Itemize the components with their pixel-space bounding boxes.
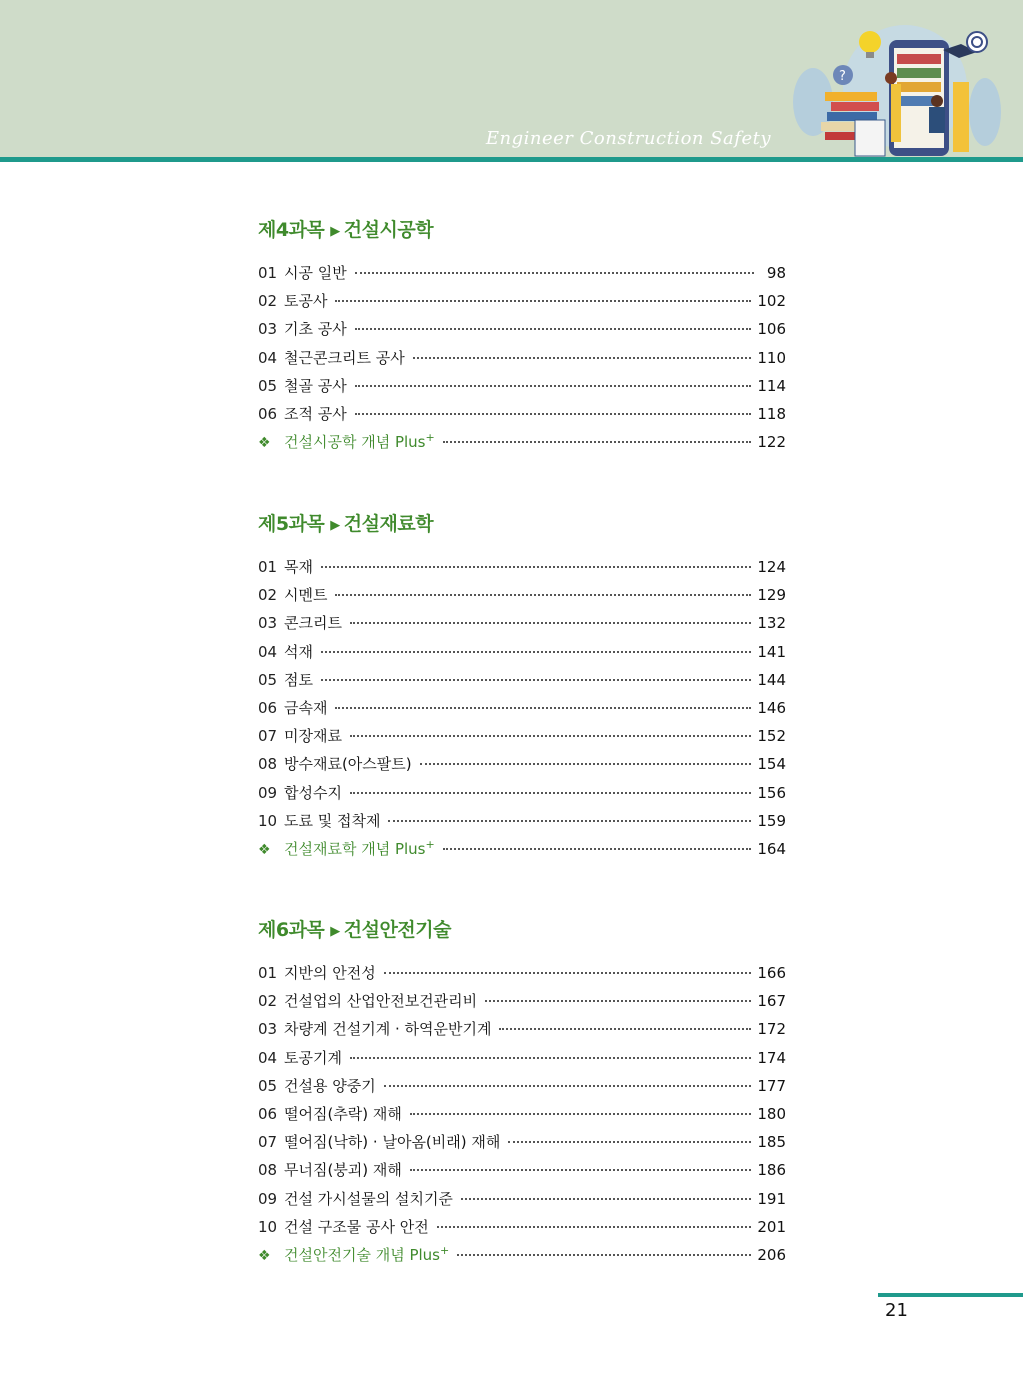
toc-row[interactable]: [258, 1216, 786, 1244]
toc-page: 206: [757, 1245, 786, 1264]
toc-row[interactable]: [258, 1103, 786, 1131]
leader-dots: [355, 384, 752, 387]
toc-label: 무너짐(붕괴) 재해: [284, 1161, 402, 1180]
toc-page: 172: [757, 1020, 786, 1039]
toc-label: 콘크리트: [284, 614, 342, 633]
toc-number: 08: [258, 755, 278, 774]
leader-dots: [321, 565, 751, 568]
leader-dots: [384, 971, 752, 974]
toc-number: 03: [258, 320, 278, 339]
toc-page: 174: [757, 1048, 786, 1067]
toc-label: 건설재료학 개념 Plus+: [284, 837, 435, 858]
toc-page: 167: [757, 992, 786, 1011]
toc-label: 방수재료(아스팔트): [284, 755, 412, 774]
study-illustration: [785, 12, 1010, 158]
toc-number: 02: [258, 292, 278, 311]
leader-dots: [443, 440, 752, 443]
toc-row[interactable]: [258, 753, 786, 781]
leader-dots: [437, 1225, 752, 1228]
toc-label: 조적 공사: [284, 404, 347, 423]
toc-row[interactable]: [258, 1018, 786, 1046]
leader-dots: [355, 271, 754, 274]
toc-row[interactable]: [258, 318, 786, 346]
leader-dots: [499, 1027, 751, 1030]
toc-label: 지반의 안전성: [284, 964, 376, 982]
toc-label: 점토: [284, 670, 313, 689]
toc-label: 건설 가시설물의 설치기준: [284, 1189, 453, 1208]
toc-number: 04: [258, 642, 278, 661]
leader-dots: [355, 327, 752, 330]
toc-number: 07: [258, 1133, 278, 1152]
toc-page: 154: [757, 755, 786, 774]
toc-number: 03: [258, 1020, 278, 1039]
leader-dots: [384, 1084, 752, 1087]
triangle-right-icon: ▶: [330, 518, 340, 533]
toc-page: 201: [757, 1217, 786, 1236]
toc-row[interactable]: [258, 697, 786, 725]
toc-row[interactable]: [258, 725, 786, 753]
toc-number: 05: [258, 376, 278, 395]
toc-row[interactable]: [258, 1131, 786, 1159]
toc-number: 10: [258, 811, 278, 830]
leader-dots: [410, 1112, 751, 1115]
leader-dots: [388, 819, 751, 822]
toc-number: 07: [258, 727, 278, 746]
leader-dots: [410, 1168, 751, 1171]
toc-number: 08: [258, 1161, 278, 1180]
leader-dots: [350, 1056, 751, 1059]
toc-label: 건설안전기술 개념 Plus+: [284, 1243, 450, 1264]
leader-dots: [420, 762, 752, 765]
toc-page: 191: [757, 1189, 786, 1208]
toc-page: 186: [757, 1161, 786, 1180]
leader-dots: [508, 1140, 751, 1143]
toc-list: [258, 262, 786, 431]
toc-label: 건설 구조물 공사 안전: [284, 1217, 429, 1236]
toc-number: 02: [258, 586, 278, 605]
leader-dots: [461, 1197, 751, 1200]
toc-page: 141: [757, 642, 786, 661]
toc-row[interactable]: [258, 962, 786, 990]
leader-dots: [335, 593, 751, 596]
toc-number: 04: [258, 1048, 278, 1067]
toc-label: 건설시공학 개념 Plus+: [284, 431, 435, 452]
svg-text:?: ?: [839, 69, 846, 84]
toc-page: 164: [757, 839, 786, 858]
toc-label: 토공사: [284, 292, 328, 311]
leader-dots: [485, 999, 751, 1002]
toc-row[interactable]: [258, 290, 786, 318]
toc-label: 도료 및 접착제: [284, 811, 381, 830]
leader-dots: [321, 678, 751, 681]
toc-label: 미장재료: [284, 727, 342, 746]
toc-page: 180: [757, 1104, 786, 1123]
toc-page: 146: [757, 698, 786, 717]
toc-label: 기초 공사: [284, 320, 347, 339]
toc-label: 시공 일반: [284, 264, 347, 282]
leader-dots: [350, 621, 751, 624]
toc-page: 132: [757, 614, 786, 633]
section-4: [258, 215, 786, 459]
section-title: 제5과목 ▶ 건설재료학: [258, 513, 434, 535]
toc-page: 159: [757, 811, 786, 830]
toc-label: 금속재: [284, 698, 328, 717]
triangle-right-icon: ▶: [330, 924, 340, 939]
toc-row[interactable]: [258, 556, 786, 584]
running-header-title: Engineer Construction Safety: [485, 128, 771, 149]
toc-label: 떨어짐(추락) 재해: [284, 1104, 402, 1123]
toc-row[interactable]: [258, 347, 786, 375]
toc-row[interactable]: [258, 612, 786, 640]
toc-page: 185: [757, 1133, 786, 1152]
toc-page: 177: [757, 1076, 786, 1095]
section-title: 제6과목 ▶ 건설안전기술: [258, 919, 451, 941]
toc-row[interactable]: [258, 1188, 786, 1216]
toc-row[interactable]: [258, 669, 786, 697]
toc-number: 09: [258, 1189, 278, 1208]
toc-page: 118: [757, 404, 786, 423]
toc-page: 156: [757, 783, 786, 802]
toc-row[interactable]: [258, 584, 786, 612]
leader-dots: [350, 734, 751, 737]
leader-dots: [457, 1253, 751, 1256]
toc-number: 01: [258, 264, 278, 282]
toc-number: 06: [258, 404, 278, 423]
section-6: [258, 915, 786, 1272]
toc-number: 09: [258, 783, 278, 802]
toc-row[interactable]: [258, 641, 786, 669]
page-number: 21: [885, 1300, 908, 1321]
toc-row[interactable]: [258, 1047, 786, 1075]
leader-dots: [321, 650, 751, 653]
diamond-bullet-icon: ❖: [258, 435, 271, 452]
leader-dots: [413, 356, 752, 359]
toc-number: 06: [258, 1104, 278, 1123]
toc-page: 110: [757, 348, 786, 367]
toc-page: 114: [757, 376, 786, 395]
toc-number: 10: [258, 1217, 278, 1236]
toc-page: 144: [757, 670, 786, 689]
leader-dots: [350, 791, 751, 794]
toc-row[interactable]: [258, 375, 786, 403]
toc-number: 06: [258, 698, 278, 717]
toc-number: 04: [258, 348, 278, 367]
toc-list: [258, 962, 786, 1244]
toc-number: 01: [258, 964, 278, 982]
toc-label: 토공기계: [284, 1048, 342, 1067]
toc-page: 129: [757, 586, 786, 605]
toc-page: 166: [757, 964, 786, 982]
section-5: [258, 509, 786, 866]
leader-dots: [335, 299, 751, 302]
toc-label: 석재: [284, 642, 313, 661]
toc-label: 시멘트: [284, 586, 328, 605]
toc-list: [258, 556, 786, 838]
toc-page: 102: [757, 292, 786, 311]
toc-row-plus[interactable]: [258, 431, 786, 459]
toc-page: 98: [766, 264, 786, 282]
toc-label: 목재: [284, 558, 313, 576]
toc-row[interactable]: [258, 990, 786, 1018]
toc-page: 106: [757, 320, 786, 339]
leader-dots: [443, 847, 752, 850]
leader-dots: [335, 706, 751, 709]
footer-divider: [878, 1293, 1023, 1297]
toc-number: 02: [258, 992, 278, 1011]
diamond-bullet-icon: ❖: [258, 841, 271, 858]
section-title: 제4과목 ▶ 건설시공학: [258, 219, 434, 241]
toc-label: 합성수지: [284, 783, 342, 802]
toc-number: 01: [258, 558, 278, 576]
toc-row[interactable]: [258, 1075, 786, 1103]
diamond-bullet-icon: ❖: [258, 1247, 271, 1264]
toc-page: 152: [757, 727, 786, 746]
toc-number: 05: [258, 670, 278, 689]
toc-row[interactable]: [258, 810, 786, 838]
toc-number: 03: [258, 614, 278, 633]
toc-label: 건설업의 산업안전보건관리비: [284, 992, 478, 1011]
toc-label: 철골 공사: [284, 376, 347, 395]
toc-page: 122: [757, 433, 786, 452]
toc-row[interactable]: [258, 1159, 786, 1187]
toc-row[interactable]: [258, 262, 786, 290]
toc-row[interactable]: [258, 782, 786, 810]
toc-page: 124: [757, 558, 786, 576]
triangle-right-icon: ▶: [330, 224, 340, 239]
toc-row-plus[interactable]: [258, 838, 786, 866]
toc-label: 차량계 건설기계 · 하역운반기계: [284, 1020, 492, 1039]
toc-label: 건설용 양중기: [284, 1076, 376, 1095]
toc-label: 떨어짐(낙하) · 날아옴(비래) 재해: [284, 1133, 501, 1152]
leader-dots: [355, 412, 752, 415]
toc-row-plus[interactable]: [258, 1244, 786, 1272]
toc-number: 05: [258, 1076, 278, 1095]
toc-row[interactable]: [258, 403, 786, 431]
toc-label: 철근콘크리트 공사: [284, 348, 405, 367]
